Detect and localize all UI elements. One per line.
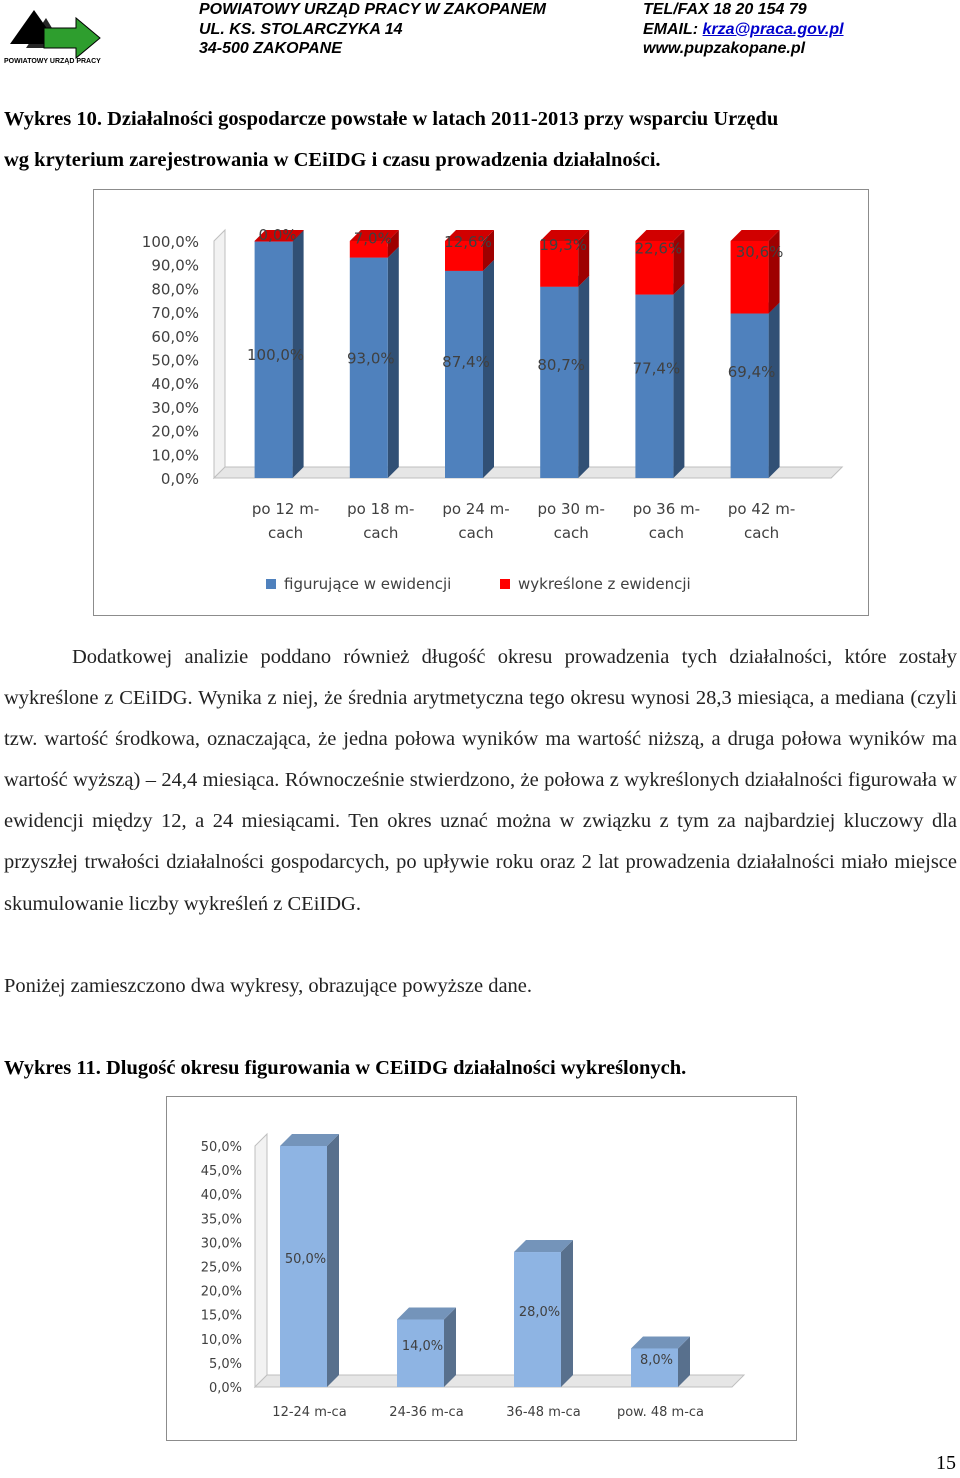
intro-paragraph: Poniżej zamieszczono dwa wykresy, obrazujące powyższe dane.: [4, 975, 533, 997]
chart10-bar-figurujace-side: [673, 284, 684, 478]
chart10-ytick-label: 70,0%: [151, 304, 199, 323]
chart10-data-label: 100,0%: [246, 346, 305, 364]
chart11-category-label: 12-24 m-ca: [272, 1405, 347, 1420]
chart11-bar-side: [444, 1308, 456, 1387]
chart10-category-label: cach: [363, 524, 399, 542]
chart10-legend-label: wykreślone z ewidencji: [518, 575, 691, 593]
chart11-svg: [167, 1097, 796, 1440]
chart11-ytick-label: 40,0%: [200, 1188, 242, 1204]
chart10-caption-line1: Wykres 10. Działalności gospodarcze powstałe w latach 2011-2013 przy wsparciu Urzędu: [4, 108, 779, 130]
chart11-ytick-label: 25,0%: [200, 1260, 242, 1276]
chart10-bar-figurujace-side: [769, 303, 780, 478]
chart10-category-label: cach: [743, 524, 780, 542]
chart10-bar-figurujace: [540, 287, 578, 478]
chart11-ytick-label: 20,0%: [200, 1284, 242, 1300]
chart10-data-label: 93,0%: [346, 349, 395, 368]
chart10-caption-line2: wg kryterium zarejestrowania w CEiIDG i czasu prowadzenia działalności.: [4, 149, 661, 171]
chart10-data-label: 7,0%: [353, 229, 392, 248]
chart10-category-label: cach: [267, 524, 304, 542]
chart10-data-label: 87,4%: [442, 352, 490, 371]
office-street: UL. KS. STOLARCZYKA 14: [199, 20, 403, 38]
office-email: [643, 20, 844, 40]
chart10-side-wall: [214, 230, 225, 478]
chart11-ytick-label: 35,0%: [200, 1212, 242, 1228]
chart11-ytick-label: 45,0%: [200, 1164, 242, 1180]
chart10-data-label: 0,0%: [258, 226, 297, 244]
chart10-bar-figurujace: [731, 314, 769, 478]
chart10-data-label: 12,6%: [444, 232, 492, 251]
chart10-ytick-label: 50,0%: [151, 351, 199, 370]
chart10-category-label: po 42 m-: [727, 500, 796, 518]
chart10-ytick-label: 0,0%: [160, 470, 199, 488]
chart11-ytick-label: 5,0%: [208, 1356, 242, 1372]
chart10-data-label: 77,4%: [632, 359, 681, 378]
chart11-side-wall: [255, 1134, 267, 1387]
analysis-paragraph: [4, 637, 957, 925]
chart11-category-label: pow. 48 m-ca: [616, 1405, 705, 1420]
chart11-category-label: 24-36 m-ca: [389, 1405, 464, 1420]
chart10-data-label: 22,6%: [634, 239, 683, 258]
chart10-legend-swatch: [266, 579, 276, 589]
chart10-bar-figurujace-side: [578, 276, 589, 478]
chart11-data-label: 14,0%: [401, 1339, 444, 1354]
chart10-data-label: 80,7%: [537, 356, 586, 375]
chart10: [93, 189, 869, 616]
chart10-ytick-label: 80,0%: [151, 280, 199, 299]
analysis-paragraph-text: Dodatkowej analizie poddano również długość okresu prowadzenia tych działalności, które zostały wykreślone z CEiIDG. Wynika z niej, że średnia arytmetyczna tego okresu wynosi 28,3 miesiąca, a mediana (czyli tzw. wartość środkowa, oznaczająca, że jedna połowa wyników ma wartość niższą, a druga połowa wyników ma wartość wyższą) – 24,4 miesiąca. Równocześnie stwierdzono, że połowa z wykreślonych działalności figurowała w ewidencji między 12, a 24 miesiącami. Ten okres uznać można w związku z tym za najbardziej kluczowy dla przyszłej trwałości działalności gospodarcych, po upływie roku oraz 2 lat prowadzenia działalności miało miejsce skumulowanie liczby wykreśleń z CEiIDG.: [4, 646, 957, 915]
chart10-ytick-label: 90,0%: [151, 256, 199, 275]
chart11-data-label: 8,0%: [639, 1353, 674, 1368]
chart10-category-label: cach: [648, 524, 685, 542]
chart10-ytick-label: 20,0%: [151, 422, 199, 441]
chart10-data-label: 19,3%: [539, 236, 588, 255]
chart11-data-label: 28,0%: [518, 1305, 561, 1320]
chart10-category-label: po 24 m-: [442, 500, 510, 518]
chart10-bar-figurujace: [350, 258, 388, 478]
chart10-ytick-label: 30,0%: [151, 398, 199, 417]
chart11-ytick-label: 10,0%: [200, 1332, 242, 1348]
chart10-legend-swatch: [500, 579, 510, 589]
chart10-ytick-label: 60,0%: [151, 327, 199, 346]
office-phone: TEL/FAX 18 20 154 79: [643, 1, 807, 18]
chart11-category-label: 36-48 m-ca: [506, 1405, 581, 1420]
chart10-category-label: cach: [458, 524, 494, 542]
logo-graphic: [4, 4, 104, 60]
office-city: 34-500 ZAKOPANE: [199, 40, 342, 57]
chart11-ytick-label: 0,0%: [208, 1381, 242, 1396]
office-address-block: [199, 0, 546, 59]
chart10-category-label: po 12 m-: [251, 500, 320, 518]
chart11-ytick-label: 15,0%: [200, 1308, 242, 1324]
chart10-category-label: cach: [553, 524, 589, 542]
chart10-ytick-label: 10,0%: [151, 446, 199, 465]
chart10-category-label: po 18 m-: [347, 500, 415, 518]
email-link[interactable]: krza@praca.gov.pl: [702, 20, 844, 38]
chart10-category-label: po 30 m-: [537, 500, 605, 518]
chart11-data-label: 50,0%: [284, 1252, 327, 1267]
chart10-data-label: 30,6%: [735, 243, 784, 261]
chart10-category-label: po 36 m-: [632, 500, 701, 518]
chart11-caption: Wykres 11. Dlugość okresu figurowania w CEiIDG działalności wykreślonych.: [4, 1057, 687, 1079]
chart10-legend-label: figurujące w ewidencji: [284, 575, 452, 593]
chart10-caption: [4, 99, 957, 181]
email-label: EMAIL:: [643, 20, 703, 38]
chart10-svg: [94, 190, 868, 615]
chart10-bar-figurujace: [445, 271, 483, 478]
chart11-bar-side: [327, 1134, 339, 1387]
chart11-ytick-label: 30,0%: [200, 1236, 242, 1252]
chart10-ytick-label: 40,0%: [151, 375, 199, 394]
office-website: www.pupzakopane.pl: [643, 40, 806, 57]
logo-caption: POWIATOWY URZĄD PRACY: [4, 58, 101, 65]
chart10-bar-figurujace: [635, 295, 673, 478]
office-contact-block: [643, 0, 844, 59]
page-number: 15: [936, 1452, 956, 1474]
office-name: POWIATOWY URZĄD PRACY W ZAKOPANEM: [199, 1, 546, 18]
chart11-ytick-label: 50,0%: [200, 1140, 242, 1155]
chart10-data-label: 69,4%: [727, 363, 776, 381]
chart11: [166, 1096, 797, 1441]
chart10-ytick-label: 100,0%: [141, 233, 199, 251]
chart11-bar-side: [561, 1240, 573, 1387]
